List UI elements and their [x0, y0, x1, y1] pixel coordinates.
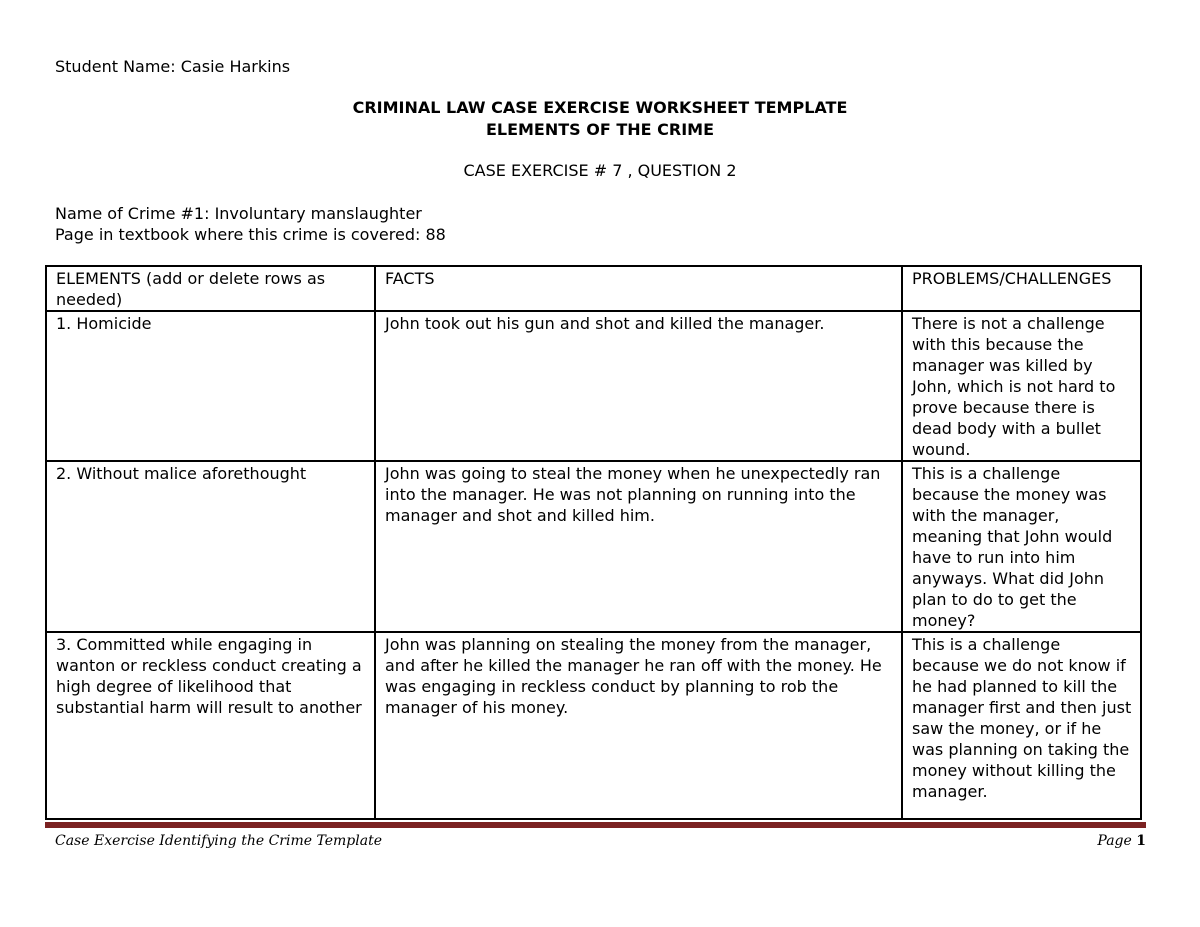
case-exercise-label: CASE EXERCISE # 7 , QUESTION 2 — [463, 161, 737, 180]
footer-page-number — [1097, 832, 1146, 850]
facts-cell: John was going to steal the money when he unexpectedly ran into the manager. He was not planning on running into the manager and shot and killed him. — [375, 461, 902, 632]
page-number: 1 — [1136, 833, 1146, 849]
header-problems-challenges: PROBLEMS/CHALLENGES — [902, 266, 1141, 311]
title-line-2: ELEMENTS OF THE CRIME — [485, 120, 715, 139]
elements-table — [45, 265, 1142, 820]
element-cell: 1. Homicide — [46, 311, 375, 461]
header-facts: FACTS — [375, 266, 902, 311]
header-elements: ELEMENTS (add or delete rows as needed) — [46, 266, 375, 311]
element-cell: 3. Committed while engaging in wanton or reckless conduct creating a high degree of likelihood that substantial harm will result to another — [46, 632, 375, 819]
crime-info — [55, 203, 446, 245]
worksheet-title — [0, 97, 1200, 141]
table-row — [46, 461, 1141, 632]
textbook-page: Page in textbook where this crime is covered: 88 — [55, 225, 446, 244]
footer-rule — [45, 822, 1146, 828]
challenge-cell: This is a challenge because the money was with the manager, meaning that John would have to run into him anyways. What did John plan to do to get the money? — [902, 461, 1141, 632]
title-line-1: CRIMINAL LAW CASE EXERCISE WORKSHEET TEMPLATE — [352, 98, 848, 117]
challenge-cell: This is a challenge because we do not know if he had planned to kill the manager first and then just saw the money, or if he was planning on taking the money without killing the manager. — [902, 632, 1141, 819]
element-cell: 2. Without malice aforethought — [46, 461, 375, 632]
footer-template-name: Case Exercise Identifying the Crime Template — [55, 833, 382, 849]
table-row — [46, 311, 1141, 461]
student-name: Student Name: Casie Harkins — [55, 57, 291, 76]
table-header-row — [46, 266, 1141, 311]
facts-cell: John was planning on stealing the money from the manager, and after he killed the manager he ran off with the money. He was engaging in reckless conduct by planning to rob the manager of his money. — [375, 632, 902, 819]
table-row — [46, 632, 1141, 819]
crime-name: Name of Crime #1: Involuntary manslaughter — [55, 204, 422, 223]
facts-cell: John took out his gun and shot and killed the manager. — [375, 311, 902, 461]
challenge-cell: There is not a challenge with this because the manager was killed by John, which is not hard to prove because there is dead body with a bullet wound. — [902, 311, 1141, 461]
page-label: Page — [1097, 833, 1132, 849]
